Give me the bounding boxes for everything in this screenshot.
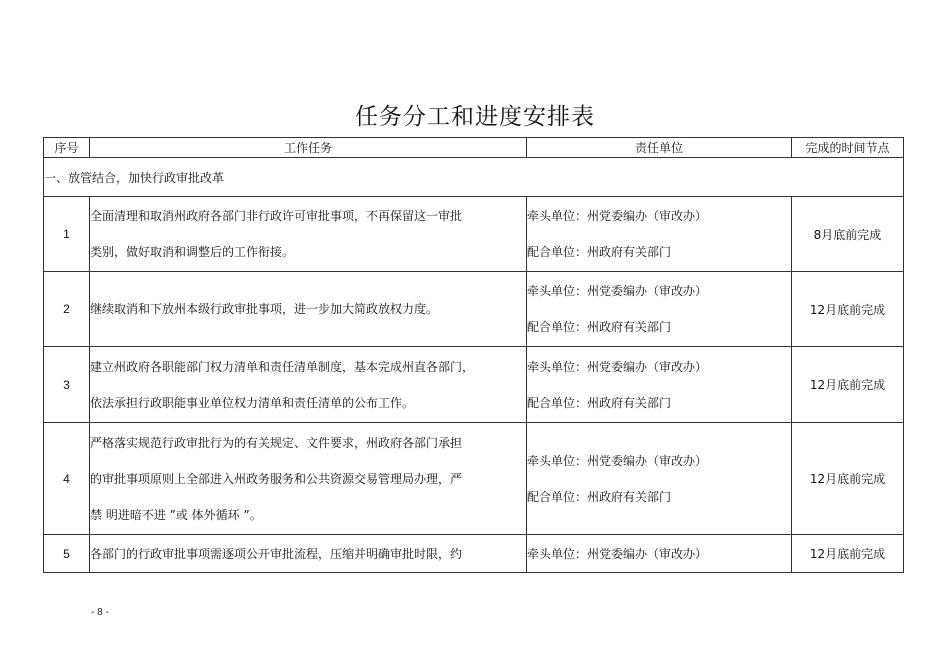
row-unit: [527, 423, 792, 535]
support-unit: 配合单位：州政府有关部门: [527, 245, 672, 259]
row-task: [90, 347, 527, 423]
lead-unit: 牵头单位：州党委编办（审改办）: [527, 284, 708, 298]
task-line: 建立州政府各职能部门权力清单和责任清单制度，基本完成州直各部门，: [90, 359, 475, 374]
row-unit: [527, 347, 792, 423]
row-deadline: 12月底前完成: [792, 535, 904, 573]
row-task: [90, 272, 527, 347]
section-title: 一、放管结合，加快行政审批改革: [44, 158, 904, 197]
task-line: 依法承担行政职能事业单位权力清单和责任清单的公布工作。: [90, 395, 415, 410]
row-deadline: 12月底前完成: [792, 272, 904, 347]
page-title: 任务分工和进度安排表: [355, 104, 595, 130]
row-unit: [527, 535, 792, 573]
row-deadline: 8月底前完成: [792, 197, 904, 272]
header-time: 完成的时间节点: [792, 138, 904, 158]
header-seq: 序号: [44, 138, 90, 158]
table-row: [44, 535, 904, 573]
support-unit: 配合单位：州政府有关部门: [527, 320, 672, 334]
lead-unit: 牵头单位：州党委编办（审改办）: [527, 453, 708, 468]
row-task: [90, 197, 527, 272]
section-row: [44, 158, 904, 197]
task-line: 继续取消和下放州本级行政审批事项，进一步加大简政放权力度。: [90, 302, 439, 316]
support-unit: 配合单位：州政府有关部门: [527, 489, 672, 504]
row-task: [90, 535, 527, 573]
task-line: 严格落实规范行政审批行为的有关规定、文件要求，州政府各部门承担: [90, 435, 463, 450]
lead-unit: 牵头单位：州党委编办（审改办）: [527, 359, 708, 374]
task-line: 类别，做好取消和调整后的工作衔接。: [90, 245, 295, 259]
row-deadline: 12月底前完成: [792, 347, 904, 423]
row-seq: 4: [44, 423, 90, 535]
row-seq: 2: [44, 272, 90, 347]
row-seq: 5: [44, 535, 90, 573]
task-line: 全面清理和取消州政府各部门非行政许可审批事项，不再保留这一审批: [90, 209, 463, 223]
table-row: [44, 272, 904, 347]
row-seq: 3: [44, 347, 90, 423]
row-deadline: 12月底前完成: [792, 423, 904, 535]
task-table: [43, 137, 904, 573]
table-row: [44, 197, 904, 272]
row-task: [90, 423, 527, 535]
table-header-row: [44, 138, 904, 158]
task-line: 禁 明进暗不进 ”或 体外循环 ”。: [90, 507, 262, 522]
task-line: 的审批事项原则上全部进入州政务服务和公共资源交易管理局办理，严: [90, 471, 463, 486]
table-row: [44, 347, 904, 423]
support-unit: 配合单位：州政府有关部门: [527, 395, 672, 410]
row-seq: 1: [44, 197, 90, 272]
row-unit: [527, 272, 792, 347]
task-line: 各部门的行政审批事项需逐项公开审批流程，压缩并明确审批时限，约: [90, 546, 463, 561]
lead-unit: 牵头单位：州党委编办（审改办）: [527, 209, 708, 223]
table-row: [44, 423, 904, 535]
lead-unit: 牵头单位：州党委编办（审改办）: [527, 546, 708, 561]
header-unit: 责任单位: [527, 138, 792, 158]
header-task: 工作任务: [90, 138, 527, 158]
row-unit: [527, 197, 792, 272]
page-number: - 8 -: [91, 607, 109, 618]
